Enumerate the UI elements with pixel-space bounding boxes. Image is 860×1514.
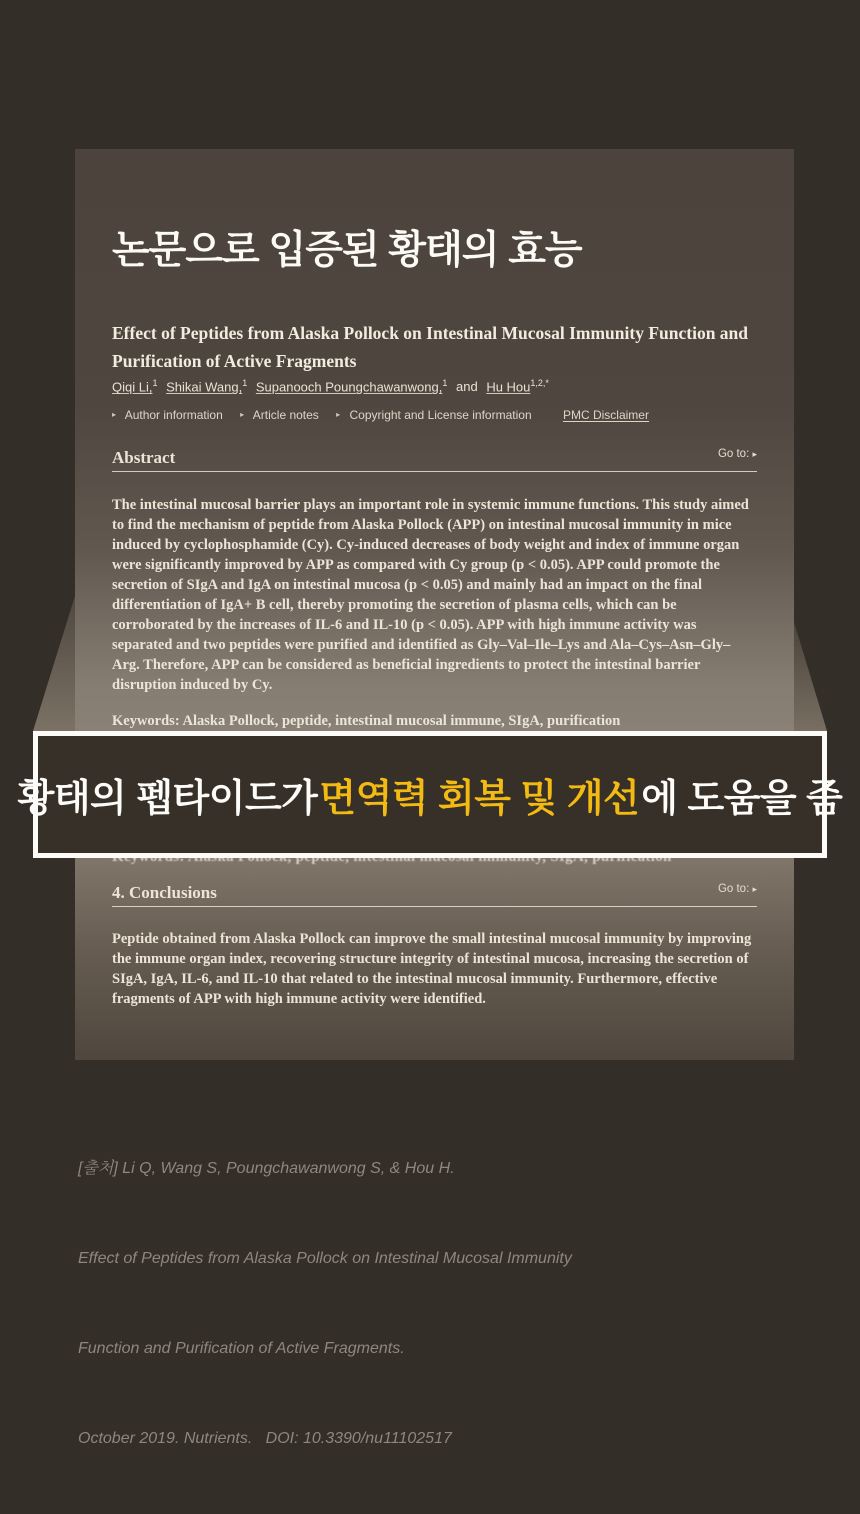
- conclusions-paragraph: Peptide obtained from Alaska Pollock can improve the small intestinal mucosal immunity by improving the immune organ index, recovering structure integrity of intestinal mucosa, increasing the secretion of SIgA, IgA, IL-6, and IL-10 that related to the intestinal mucosal immunity. Furthermore, effective fragments of APP with high immune activity were identified.: [112, 931, 752, 1007]
- keywords-line: [112, 713, 757, 730]
- author-affiliation-sup: 1,2,*: [530, 378, 549, 388]
- goto-label: Go to:: [717, 448, 750, 460]
- article-notes-link[interactable]: Article notes: [252, 408, 319, 422]
- copyright-license-link[interactable]: Copyright and License information: [349, 408, 532, 422]
- citation-line: Effect of Peptides from Alaska Pollock on Intestinal Mucosal Immunity: [78, 1250, 572, 1267]
- abstract-section-header: [112, 448, 757, 472]
- article-meta-links: [112, 408, 663, 422]
- author-affiliation-sup: 1: [152, 378, 158, 388]
- highlight-banner: [17, 731, 843, 858]
- arrow-bullet-icon: ▸: [112, 410, 117, 419]
- author-affiliation-sup: 1: [242, 378, 248, 388]
- projection-wedge-right: [794, 622, 827, 731]
- author-link-hu-hou[interactable]: Hu Hou: [486, 379, 531, 395]
- arrow-bullet-icon: ▸: [240, 410, 245, 419]
- clipped-text-line: [112, 858, 757, 870]
- goto-arrow-icon: ▸: [752, 884, 757, 894]
- banner-text-post: 에 도움을 줌: [641, 778, 843, 820]
- keywords-label: Keywords:: [112, 713, 180, 729]
- keywords-text: Alaska Pollock, peptide, intestinal mucosal immune, SIgA, purification: [179, 713, 621, 729]
- author-link-shikai-wang[interactable]: Shikai Wang,: [166, 379, 243, 395]
- author-link-supanooch-poungchawanwong[interactable]: Supanooch Poungchawanwong,: [255, 379, 443, 395]
- paper-screenshot: [75, 149, 794, 1060]
- headline-title: 논문으로 입증된 황태의 효능: [112, 229, 582, 272]
- goto-label: Go to:: [717, 883, 750, 895]
- banner-text-highlight: 면역력 회복 및 개선: [319, 778, 640, 820]
- authors-line: [112, 378, 554, 394]
- abstract-heading: Abstract: [112, 448, 176, 467]
- citation-line: Function and Purification of Active Fragments.: [78, 1340, 405, 1357]
- paper-title: Effect of Peptides from Alaska Pollock on Intestinal Mucosal Immunity Function and Purification of Active Fragments: [112, 323, 749, 371]
- banner-text-pre: 황태의 펩타이드가: [17, 778, 318, 820]
- author-affiliation-sup: 1: [442, 378, 448, 388]
- authors-and-label: and: [455, 379, 478, 395]
- author-link-qiqi-li[interactable]: Qiqi Li,: [112, 379, 153, 395]
- arrow-bullet-icon: ▸: [336, 410, 341, 419]
- source-citation: [78, 1094, 572, 1514]
- pmc-disclaimer-link[interactable]: PMC Disclaimer: [562, 408, 649, 422]
- citation-line: October 2019. Nutrients. DOI: 10.3390/nu11102517: [78, 1430, 452, 1447]
- goto-link[interactable]: [718, 448, 757, 460]
- goto-arrow-icon: ▸: [752, 449, 757, 459]
- goto-link[interactable]: [718, 883, 757, 895]
- conclusions-heading: 4. Conclusions: [112, 883, 217, 902]
- author-information-link[interactable]: Author information: [124, 408, 223, 422]
- conclusions-section-header: [112, 883, 757, 907]
- projection-wedge-left: [33, 596, 75, 731]
- abstract-paragraph: The intestinal mucosal barrier plays an important role in systemic immune functions. This study aimed to find the mechanism of peptide from Alaska Pollock (APP) on intestinal mucosal immunity in mice induced by cyclophosphamide (Cy). Cy-induced decreases of body weight and index of immune organ were significantly improved by APP as compared with Cy group (p < 0.05). APP could promote the secretion of SIgA and IgA on intestinal mucosa (p < 0.05) and mainly had an impact on the final differentiation of IgA+ B cell, thereby promoting the secretion of plasma cells, which can be corroborated by the increases of IL-6 and IL-10 (p < 0.05). APP with high immune activity was separated and two peptides were purified and identified as Gly–Val–Ile–Lys and Ala–Cys–Asn–Gly–Arg. Therefore, APP can be considered as beneficial ingredients to protect the intestinal barrier disruption induced by Cy.: [112, 497, 749, 693]
- citation-line: [출처] Li Q, Wang S, Poungchawanwong S, & Hou H.: [78, 1160, 455, 1177]
